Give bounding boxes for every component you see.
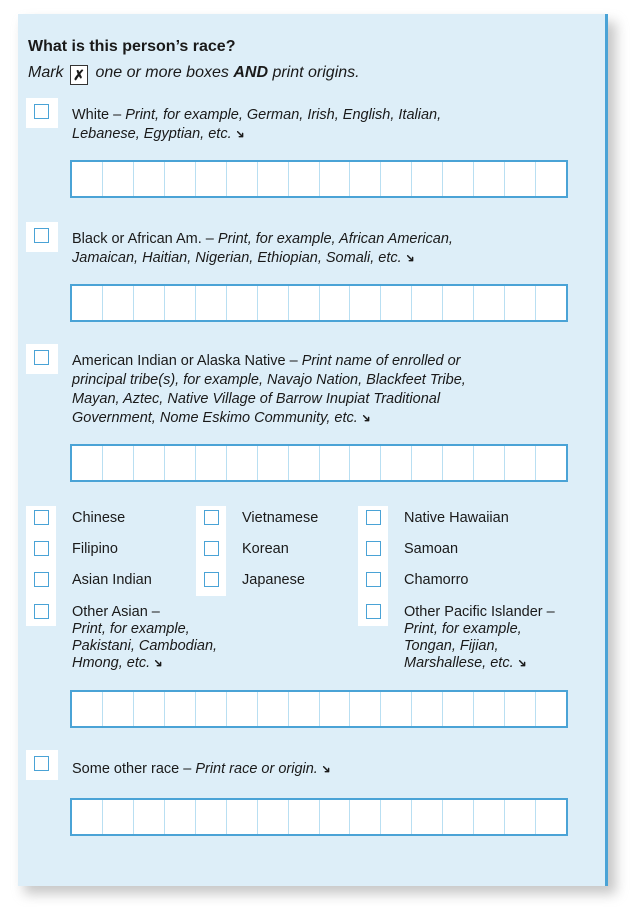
letter-cell[interactable] [320, 692, 351, 726]
letter-cell[interactable] [165, 162, 196, 196]
letter-cell[interactable] [536, 446, 566, 480]
letter-cell[interactable] [443, 800, 474, 834]
label-korean: Korean [242, 541, 289, 557]
other-asian-label: Other Asian – Print, for example, Pakistani, Cambodian, Hmong, etc.➜ [72, 604, 218, 672]
race-question-form [18, 14, 608, 886]
black-origin-field[interactable] [70, 284, 568, 322]
question-instructions: Mark ✗ one or more boxes AND print origins. [28, 64, 360, 83]
letter-cell[interactable] [134, 692, 165, 726]
checkbox-american-indian[interactable] [34, 350, 49, 365]
letter-cell[interactable] [289, 286, 320, 320]
checkbox-other-asian[interactable] [34, 604, 49, 619]
letter-cell[interactable] [227, 446, 258, 480]
letter-cell[interactable] [443, 692, 474, 726]
letter-cell[interactable] [474, 692, 505, 726]
letter-cell[interactable] [103, 446, 134, 480]
label-filipino: Filipino [72, 541, 118, 557]
letter-cell[interactable] [72, 446, 103, 480]
letter-cell[interactable] [196, 446, 227, 480]
arrow-icon: ➜ [513, 654, 531, 672]
letter-cell[interactable] [196, 286, 227, 320]
letter-cell[interactable] [350, 162, 381, 196]
checkbox-filipino[interactable] [34, 541, 49, 556]
letter-cell[interactable] [103, 692, 134, 726]
letter-cell[interactable] [350, 692, 381, 726]
letter-cell[interactable] [196, 692, 227, 726]
letter-cell[interactable] [412, 162, 443, 196]
letter-cell[interactable] [103, 800, 134, 834]
letter-cell[interactable] [412, 446, 443, 480]
checkbox-black[interactable] [34, 228, 49, 243]
letter-cell[interactable] [196, 800, 227, 834]
letter-cell[interactable] [165, 446, 196, 480]
letter-cell[interactable] [350, 286, 381, 320]
letter-cell[interactable] [289, 800, 320, 834]
checkbox-other-pacific-islander[interactable] [366, 604, 381, 619]
letter-cell[interactable] [474, 446, 505, 480]
label-chamorro: Chamorro [404, 572, 469, 588]
checkbox-black-wrap [26, 222, 58, 252]
letter-cell[interactable] [412, 800, 443, 834]
letter-cell[interactable] [134, 162, 165, 196]
letter-cell[interactable] [505, 286, 536, 320]
letter-cell[interactable] [289, 162, 320, 196]
letter-cell[interactable] [227, 692, 258, 726]
checkbox-vietnamese[interactable] [204, 510, 219, 525]
letter-cell[interactable] [320, 162, 351, 196]
checkbox-chinese[interactable] [34, 510, 49, 525]
label-vietnamese: Vietnamese [242, 510, 319, 526]
letter-cell[interactable] [412, 286, 443, 320]
letter-cell[interactable] [289, 446, 320, 480]
arrow-icon: ➜ [401, 249, 419, 267]
letter-cell[interactable] [381, 446, 412, 480]
letter-cell[interactable] [320, 446, 351, 480]
checkbox-white[interactable] [34, 104, 49, 119]
letter-cell[interactable] [196, 162, 227, 196]
letter-cell[interactable] [103, 286, 134, 320]
checkbox-korean[interactable] [204, 541, 219, 556]
letter-cell[interactable] [536, 800, 566, 834]
letter-cell[interactable] [258, 286, 289, 320]
letter-cell[interactable] [474, 800, 505, 834]
letter-cell[interactable] [72, 162, 103, 196]
letter-cell[interactable] [72, 692, 103, 726]
mark-example-box: ✗ [70, 65, 88, 85]
letter-cell[interactable] [258, 692, 289, 726]
letter-cell[interactable] [474, 162, 505, 196]
letter-cell[interactable] [165, 692, 196, 726]
some-other-race-field[interactable] [70, 798, 568, 836]
checkbox-japanese[interactable] [204, 572, 219, 587]
letter-cell[interactable] [443, 162, 474, 196]
letter-cell[interactable] [381, 800, 412, 834]
letter-cell[interactable] [289, 692, 320, 726]
label-chinese: Chinese [72, 510, 126, 526]
letter-cell[interactable] [258, 800, 289, 834]
letter-cell[interactable] [165, 800, 196, 834]
letter-cell[interactable] [443, 446, 474, 480]
arrow-icon: ➜ [357, 409, 375, 427]
letter-cell[interactable] [536, 286, 566, 320]
question-title: What is this person’s race? [28, 38, 236, 55]
label-asian-indian: Asian Indian [72, 572, 152, 588]
label-japanese: Japanese [242, 572, 305, 588]
letter-cell[interactable] [350, 446, 381, 480]
letter-cell[interactable] [381, 286, 412, 320]
letter-cell[interactable] [474, 286, 505, 320]
other-asian-pacific-field[interactable] [70, 690, 568, 728]
letter-cell[interactable] [443, 286, 474, 320]
checkbox-some-other-wrap [26, 750, 58, 780]
letter-cell[interactable] [258, 446, 289, 480]
white-origin-field[interactable] [70, 160, 568, 198]
letter-cell[interactable] [72, 800, 103, 834]
white-label: White – Print, for example, German, Irish, English, Italian, Lebanese, Egyptian, etc.➜ [72, 106, 441, 144]
letter-cell[interactable] [134, 800, 165, 834]
letter-cell[interactable] [227, 800, 258, 834]
checkbox-some-other-race[interactable] [34, 756, 49, 771]
some-other-label: Some other race – Print race or origin.➜ [72, 760, 331, 779]
letter-cell[interactable] [350, 800, 381, 834]
letter-cell[interactable] [505, 692, 536, 726]
american-indian-tribe-field[interactable] [70, 444, 568, 482]
letter-cell[interactable] [505, 162, 536, 196]
american-indian-label: American Indian or Alaska Native – Print name of enrolled or principal tribe(s), for example, Navajo Nation, Blackfeet Tribe, Mayan, Aztec, Native Village of Barrow Inupiat Traditional Government, Nome Eskimo Community, etc.➜ [72, 352, 466, 428]
letter-cell[interactable] [134, 286, 165, 320]
letter-cell[interactable] [536, 692, 566, 726]
label-samoan: Samoan [404, 541, 459, 557]
letter-cell[interactable] [381, 692, 412, 726]
checkbox-american-indian-wrap [26, 344, 58, 374]
checkbox-asian-indian[interactable] [34, 572, 49, 587]
letter-cell[interactable] [505, 800, 536, 834]
letter-cell[interactable] [165, 286, 196, 320]
letter-cell[interactable] [103, 162, 134, 196]
letter-cell[interactable] [227, 286, 258, 320]
black-label: Black or African Am. – Print, for example, African American, Jamaican, Haitian, Nigerian, Ethiopian, Somali, etc.➜ [72, 230, 453, 268]
letter-cell[interactable] [227, 162, 258, 196]
letter-cell[interactable] [320, 800, 351, 834]
checkbox-native-hawaiian[interactable] [366, 510, 381, 525]
letter-cell[interactable] [412, 692, 443, 726]
arrow-icon: ➜ [231, 125, 249, 143]
letter-cell[interactable] [381, 162, 412, 196]
other-pacific-label: Other Pacific Islander – Print, for example, Tongan, Fijian, Marshallese, etc.➜ [404, 604, 555, 672]
checkbox-samoan[interactable] [366, 541, 381, 556]
arrow-icon: ➜ [317, 760, 335, 778]
letter-cell[interactable] [536, 162, 566, 196]
letter-cell[interactable] [320, 286, 351, 320]
checkbox-chamorro[interactable] [366, 572, 381, 587]
label-native-hawaiian: Native Hawaiian [404, 510, 509, 526]
arrow-icon: ➜ [150, 654, 168, 672]
letter-cell[interactable] [258, 162, 289, 196]
letter-cell[interactable] [72, 286, 103, 320]
letter-cell[interactable] [134, 446, 165, 480]
checkbox-white-wrap [26, 98, 58, 128]
letter-cell[interactable] [505, 446, 536, 480]
